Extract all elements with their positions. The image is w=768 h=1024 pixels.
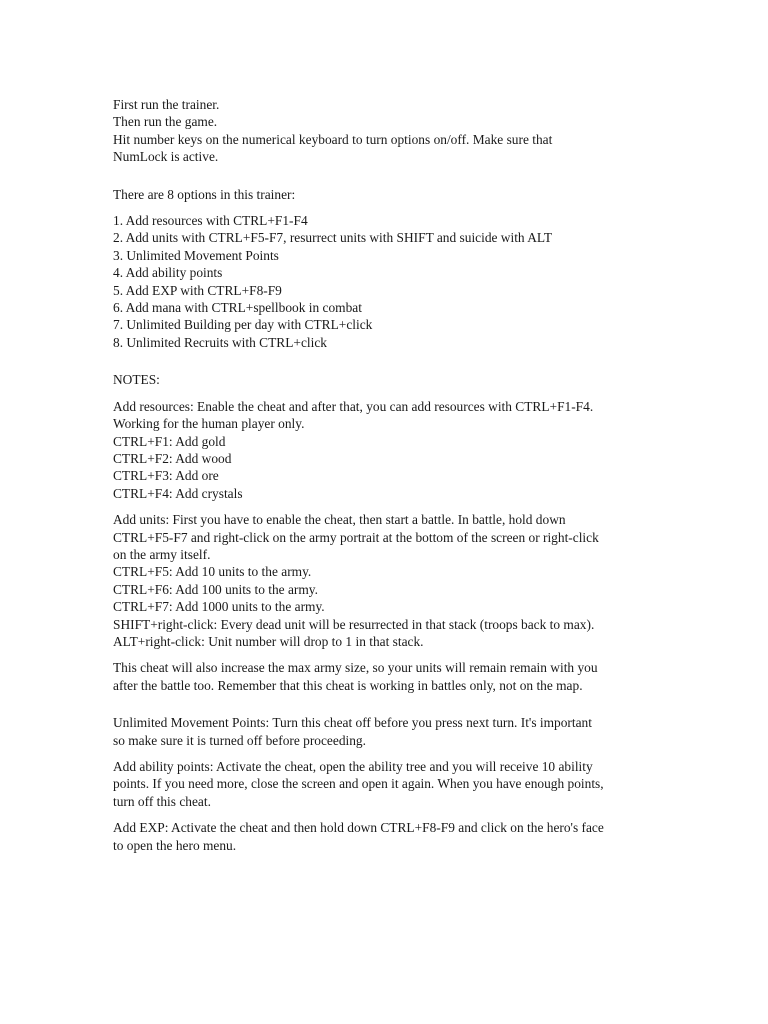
note-line: Add resources: Enable the cheat and after that, you can add resources with CTRL+F1-F4.: [113, 398, 594, 414]
option-item: 1. Add resources with CTRL+F1-F4: [113, 213, 308, 229]
document-body: [113, 96, 673, 854]
intro-paragraph: [113, 96, 673, 166]
note-line: CTRL+F6: Add 100 units to the army.: [113, 581, 318, 597]
note-line: Add EXP: Activate the cheat and then hold down CTRL+F8-F9 and click on the hero's face: [113, 820, 604, 836]
notes-heading-paragraph: [113, 371, 673, 388]
options-list: [113, 212, 673, 351]
note-line: CTRL+F5-F7 and right-click on the army portrait at the bottom of the screen or right-click: [113, 529, 599, 545]
note-line: so make sure it is turned off before proceeding.: [113, 732, 366, 748]
option-item: 7. Unlimited Building per day with CTRL+click: [113, 317, 373, 333]
resources-note: [113, 398, 673, 502]
note-line: points. If you need more, close the screen and open it again. When you have enough points,: [113, 776, 604, 792]
note-line: This cheat will also increase the max army size, so your units will remain remain with you: [113, 660, 598, 676]
ability-note: [113, 758, 673, 810]
options-heading: There are 8 options in this trainer:: [113, 186, 296, 202]
note-line: SHIFT+right-click: Every dead unit will be resurrected in that stack (troops back to max).: [113, 616, 595, 632]
movement-note: [113, 714, 673, 749]
note-line: Add units: First you have to enable the cheat, then start a battle. In battle, hold down: [113, 512, 566, 528]
option-item: 6. Add mana with CTRL+spellbook in combat: [113, 300, 362, 316]
note-line: CTRL+F3: Add ore: [113, 468, 219, 484]
note-line: Add ability points: Activate the cheat, open the ability tree and you will receive 10 ability: [113, 759, 593, 774]
note-line: ALT+right-click: Unit number will drop to 1 in that stack.: [113, 633, 424, 649]
note-line: CTRL+F2: Add wood: [113, 450, 232, 466]
intro-line: Hit number keys on the numerical keyboard to turn options on/off. Make sure that: [113, 131, 553, 147]
option-item: 4. Add ability points: [113, 265, 223, 281]
option-item: 5. Add EXP with CTRL+F8-F9: [113, 282, 282, 298]
note-line: CTRL+F4: Add crystals: [113, 485, 243, 501]
option-item: 3. Unlimited Movement Points: [113, 247, 279, 263]
note-line: to open the hero menu.: [113, 837, 237, 853]
units-extra-note: [113, 659, 673, 694]
intro-line: NumLock is active.: [113, 149, 219, 165]
note-line: CTRL+F5: Add 10 units to the army.: [113, 564, 312, 580]
note-line: Working for the human player only.: [113, 416, 305, 432]
option-item: 2. Add units with CTRL+F5-F7, resurrect units with SHIFT and suicide with ALT: [113, 230, 553, 246]
note-line: on the army itself.: [113, 546, 211, 562]
note-line: after the battle too. Remember that this cheat is working in battles only, not on the map.: [113, 677, 583, 693]
notes-heading: NOTES:: [113, 372, 160, 388]
note-line: Unlimited Movement Points: Turn this cheat off before you press next turn. It's important: [113, 715, 592, 731]
note-line: CTRL+F1: Add gold: [113, 433, 226, 449]
option-item: 8. Unlimited Recruits with CTRL+click: [113, 334, 327, 350]
note-line: turn off this cheat.: [113, 793, 211, 809]
intro-line: Then run the game.: [113, 114, 218, 130]
intro-line: First run the trainer.: [113, 97, 220, 112]
options-heading-paragraph: [113, 186, 673, 203]
exp-note: [113, 819, 673, 854]
units-note: [113, 511, 673, 650]
note-line: CTRL+F7: Add 1000 units to the army.: [113, 599, 325, 615]
